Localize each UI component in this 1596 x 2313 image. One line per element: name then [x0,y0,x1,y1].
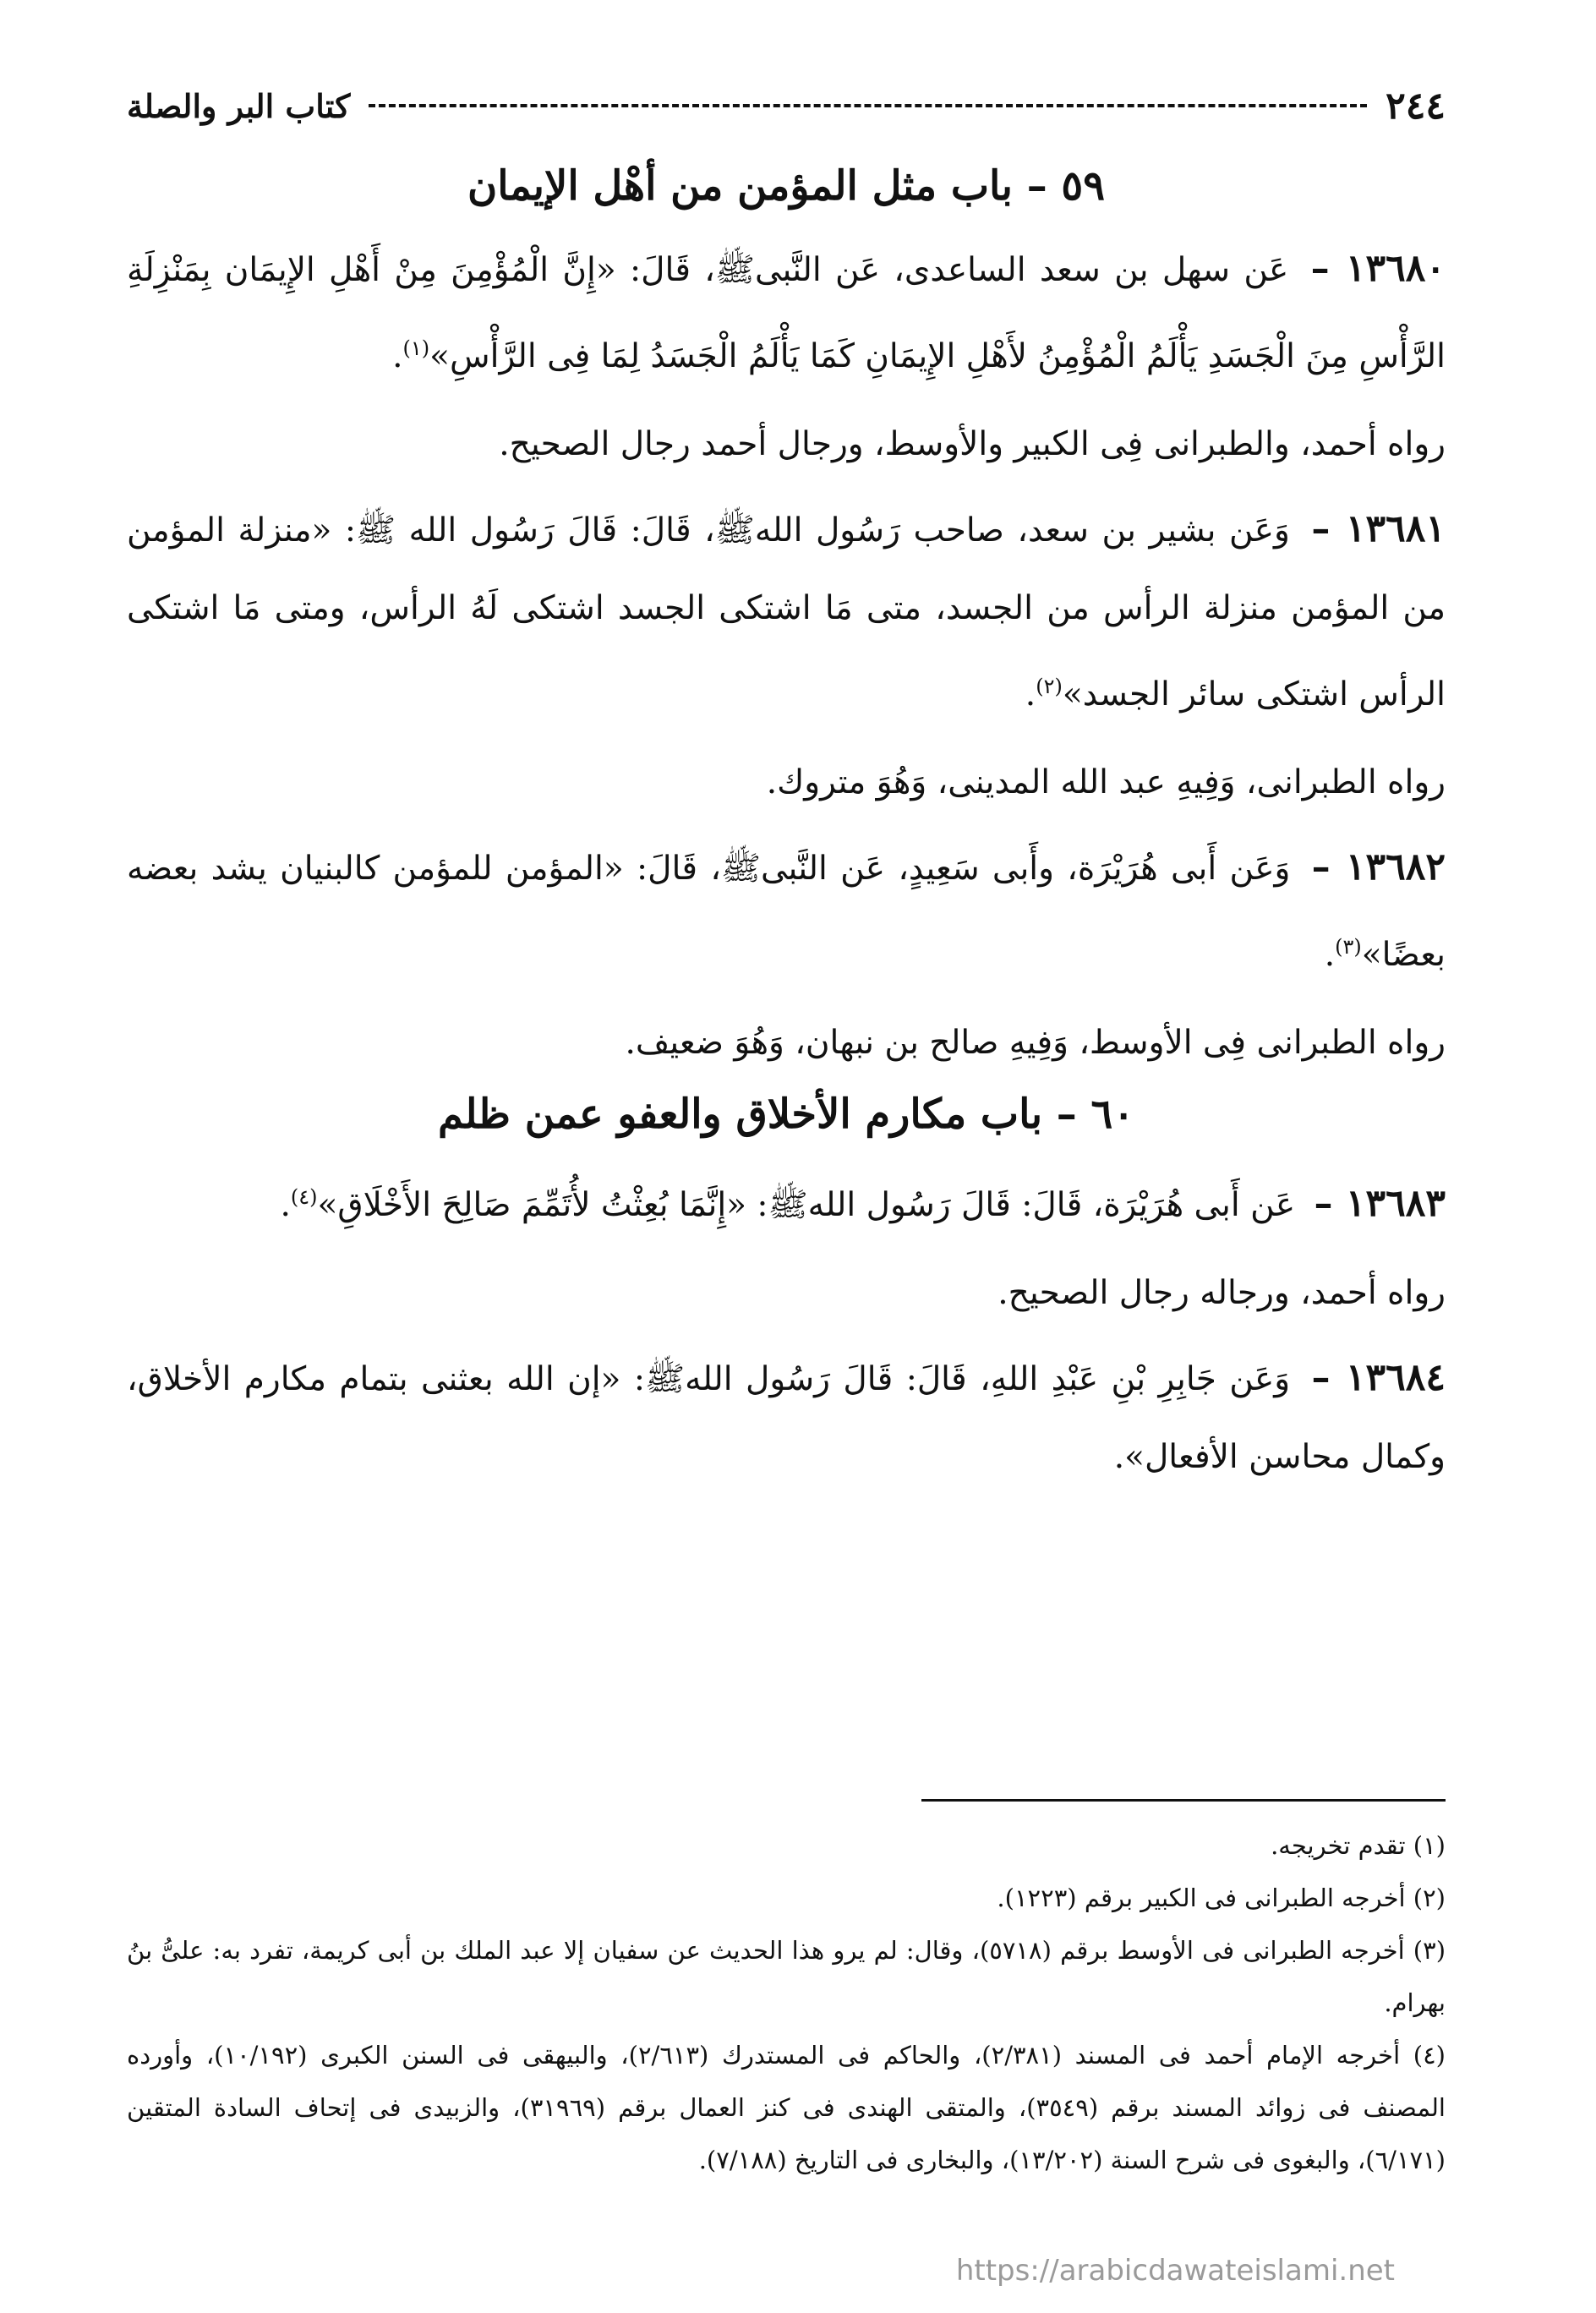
hadith-text: وَعَن أَبى هُرَيْرَة، وأَبى سَعِيدٍ، عَن النَّبىﷺ، قَالَ: «المؤمن للمؤمن كالبنيان يشد بعضه بعضًا» [127,850,1446,974]
hadith-number: ١٣٦٨٣ – [1314,1182,1446,1225]
hadith-text: عَن أَبى هُرَيْرَة، قَالَ: قَالَ رَسُول اللهﷺ: «إِنَّمَا بُعِثْتُ لأُتَمِّمَ صَالِحَ الأَخْلَاقِ» [317,1186,1296,1224]
main-text [127,161,1446,1496]
hadith-13684 [127,1339,1446,1496]
chapter-heading-59: ٥٩ – باب مثل المؤمن من أهْل الإيمان [467,162,1105,210]
chapter-heading-60: ٦٠ – باب مكارم الأخلاق والعفو عمن ظلم [437,1091,1135,1138]
hadith-13681: ١٣٦٨١ – وَعَن بشير بن سعد، صاحب رَسُول اللهﷺ، قَالَ: قَالَ رَسُول الله ﷺ: «منزلة المؤمن من المؤمن منزلة الرأس من الجسد، متى مَا اشتكى الجسد اشتكى لَهُ الرأس، ومتى مَا اشتكى الرأس اشتكى سائر الجسد»$^{(٢)}$. [127,507,1446,714]
hadith-source: رواه أحمد، ورجاله رجال الصحيح. [998,1274,1446,1312]
header-divider [369,104,1367,107]
hadith-number: ١٣٦٨٤ – [1311,1356,1446,1399]
footnote-2: (٢) أخرجه الطبرانى فى الكبير برقم (١٢٢٣). [997,1884,1446,1912]
hadith-number: ١٣٦٨٢ – [1311,845,1446,889]
footnote-separator [921,1799,1446,1802]
hadith-source: رواه أحمد، والطبرانى فِى الكبير والأوسط، ورجال أحمد رجال الصحيح. [499,425,1446,463]
running-header [127,76,1446,135]
book-page [127,76,1446,2240]
footnotes [127,1819,1446,2186]
footnote-ref[interactable]: (١) [402,336,430,360]
hadith-number: ١٣٦٨٠ – [1310,247,1446,290]
footnote-ref[interactable]: (٤) [290,1185,318,1209]
hadith-text: عَن سهل بن سعد الساعدى، عَن النَّبىﷺ، قَالَ: «إِنَّ الْمُؤْمِنَ مِنْ أَهْلِ الإِيمَان بِمَنْزِلَةِ الرَّأْسِ مِنَ الْجَسَدِ يَأْلَمُ الْمُؤْمِنُ لأَهْلِ الإِيمَانِ كَمَا يَأْلَمُ الْجَسَدُ لِمَا فِى الرَّأْسِ» [127,251,1446,375]
hadith-13683: ١٣٦٨٣ – عَن أَبى هُرَيْرَة، قَالَ: قَالَ رَسُول اللهﷺ: «إِنَّمَا بُعِثْتُ لأُتَمِّمَ صَالِحَ الأَخْلَاقِ»$^{(٤)}$. [280,1182,1446,1225]
hadith-text: وَعَن جَابِرِ بْنِ عَبْدِ اللهِ، قَالَ: قَالَ رَسُول اللهﷺ: «إن الله بعثنى بتمام مكارم الأخلاق، وكمال محاسن الأفعال». [127,1360,1446,1476]
book-title: كتاب البر والصلة [127,86,351,125]
footnote-4: (٤) أخرجه الإمام أحمد فى المسند (٢/٣٨١)، والحاكم فى المستدرك (٢/٦١٣)، والبيهقى فى السنن الكبرى (١٠/١٩٢)، وأورده المصنف فى زوائد المسند برقم (٣٥٤٩)، والمتقى الهندى فى كنز العمال برقم (٣١٩٦٩)، والزبيدى فى إتحاف السادة المتقين (٦/١٧١)، والبغوى فى شرح السنة (١٣/٢٠٢)، والبخارى فى التاريخ (٧/١٨٨). [127,2041,1446,2174]
hadith-13680: ١٣٦٨٠ – عَن سهل بن سعد الساعدى، عَن النَّبىﷺ، قَالَ: «إِنَّ الْمُؤْمِنَ مِنْ أَهْلِ الإِيمَان بِمَنْزِلَةِ الرَّأْسِ مِنَ الْجَسَدِ يَأْلَمُ الْمُؤْمِنُ لأَهْلِ الإِيمَانِ كَمَا يَأْلَمُ الْجَسَدُ لِمَا فِى الرَّأْسِ»$^{(١)}$. [127,247,1446,375]
footnote-ref[interactable]: (٢) [1036,675,1063,698]
hadith-source: رواه الطبرانى، وَفِيهِ عبد الله المدينى، وَهُوَ متروك. [766,763,1446,801]
footnote-3: (٣) أخرجه الطبرانى فى الأوسط برقم (٥٧١٨)، وقال: لم يرو هذا الحديث عن سفيان إلا عبد الملك بن أبى كريمة، تفرد به: علىُّ بنُ بهرام. [127,1936,1446,2017]
watermark-url: https://arabicdawateislami.net [955,2254,1395,2288]
hadith-number: ١٣٦٨١ – [1311,507,1446,550]
page-number: ٢٤٤ [1386,84,1446,128]
footnote-ref[interactable]: (٣) [1335,935,1362,959]
footnote-1: (١) تقدم تخريجه. [1271,1831,1446,1860]
hadith-13682: ١٣٦٨٢ – وَعَن أَبى هُرَيْرَة، وأَبى سَعِيدٍ، عَن النَّبىﷺ، قَالَ: «المؤمن للمؤمن كالبنيان يشد بعضه بعضًا»$^{(٣)}$. [127,845,1446,974]
hadith-text: وَعَن بشير بن سعد، صاحب رَسُول اللهﷺ، قَالَ: قَالَ رَسُول الله ﷺ: «منزلة المؤمن من المؤمن منزلة الرأس من الجسد، متى مَا اشتكى الجسد اشتكى لَهُ الرأس، ومتى مَا اشتكى الرأس اشتكى سائر الجسد» [127,511,1446,714]
hadith-source: رواه الطبرانى فِى الأوسط، وَفِيهِ صالح بن نبهان، وَهُوَ ضعيف. [625,1024,1446,1062]
